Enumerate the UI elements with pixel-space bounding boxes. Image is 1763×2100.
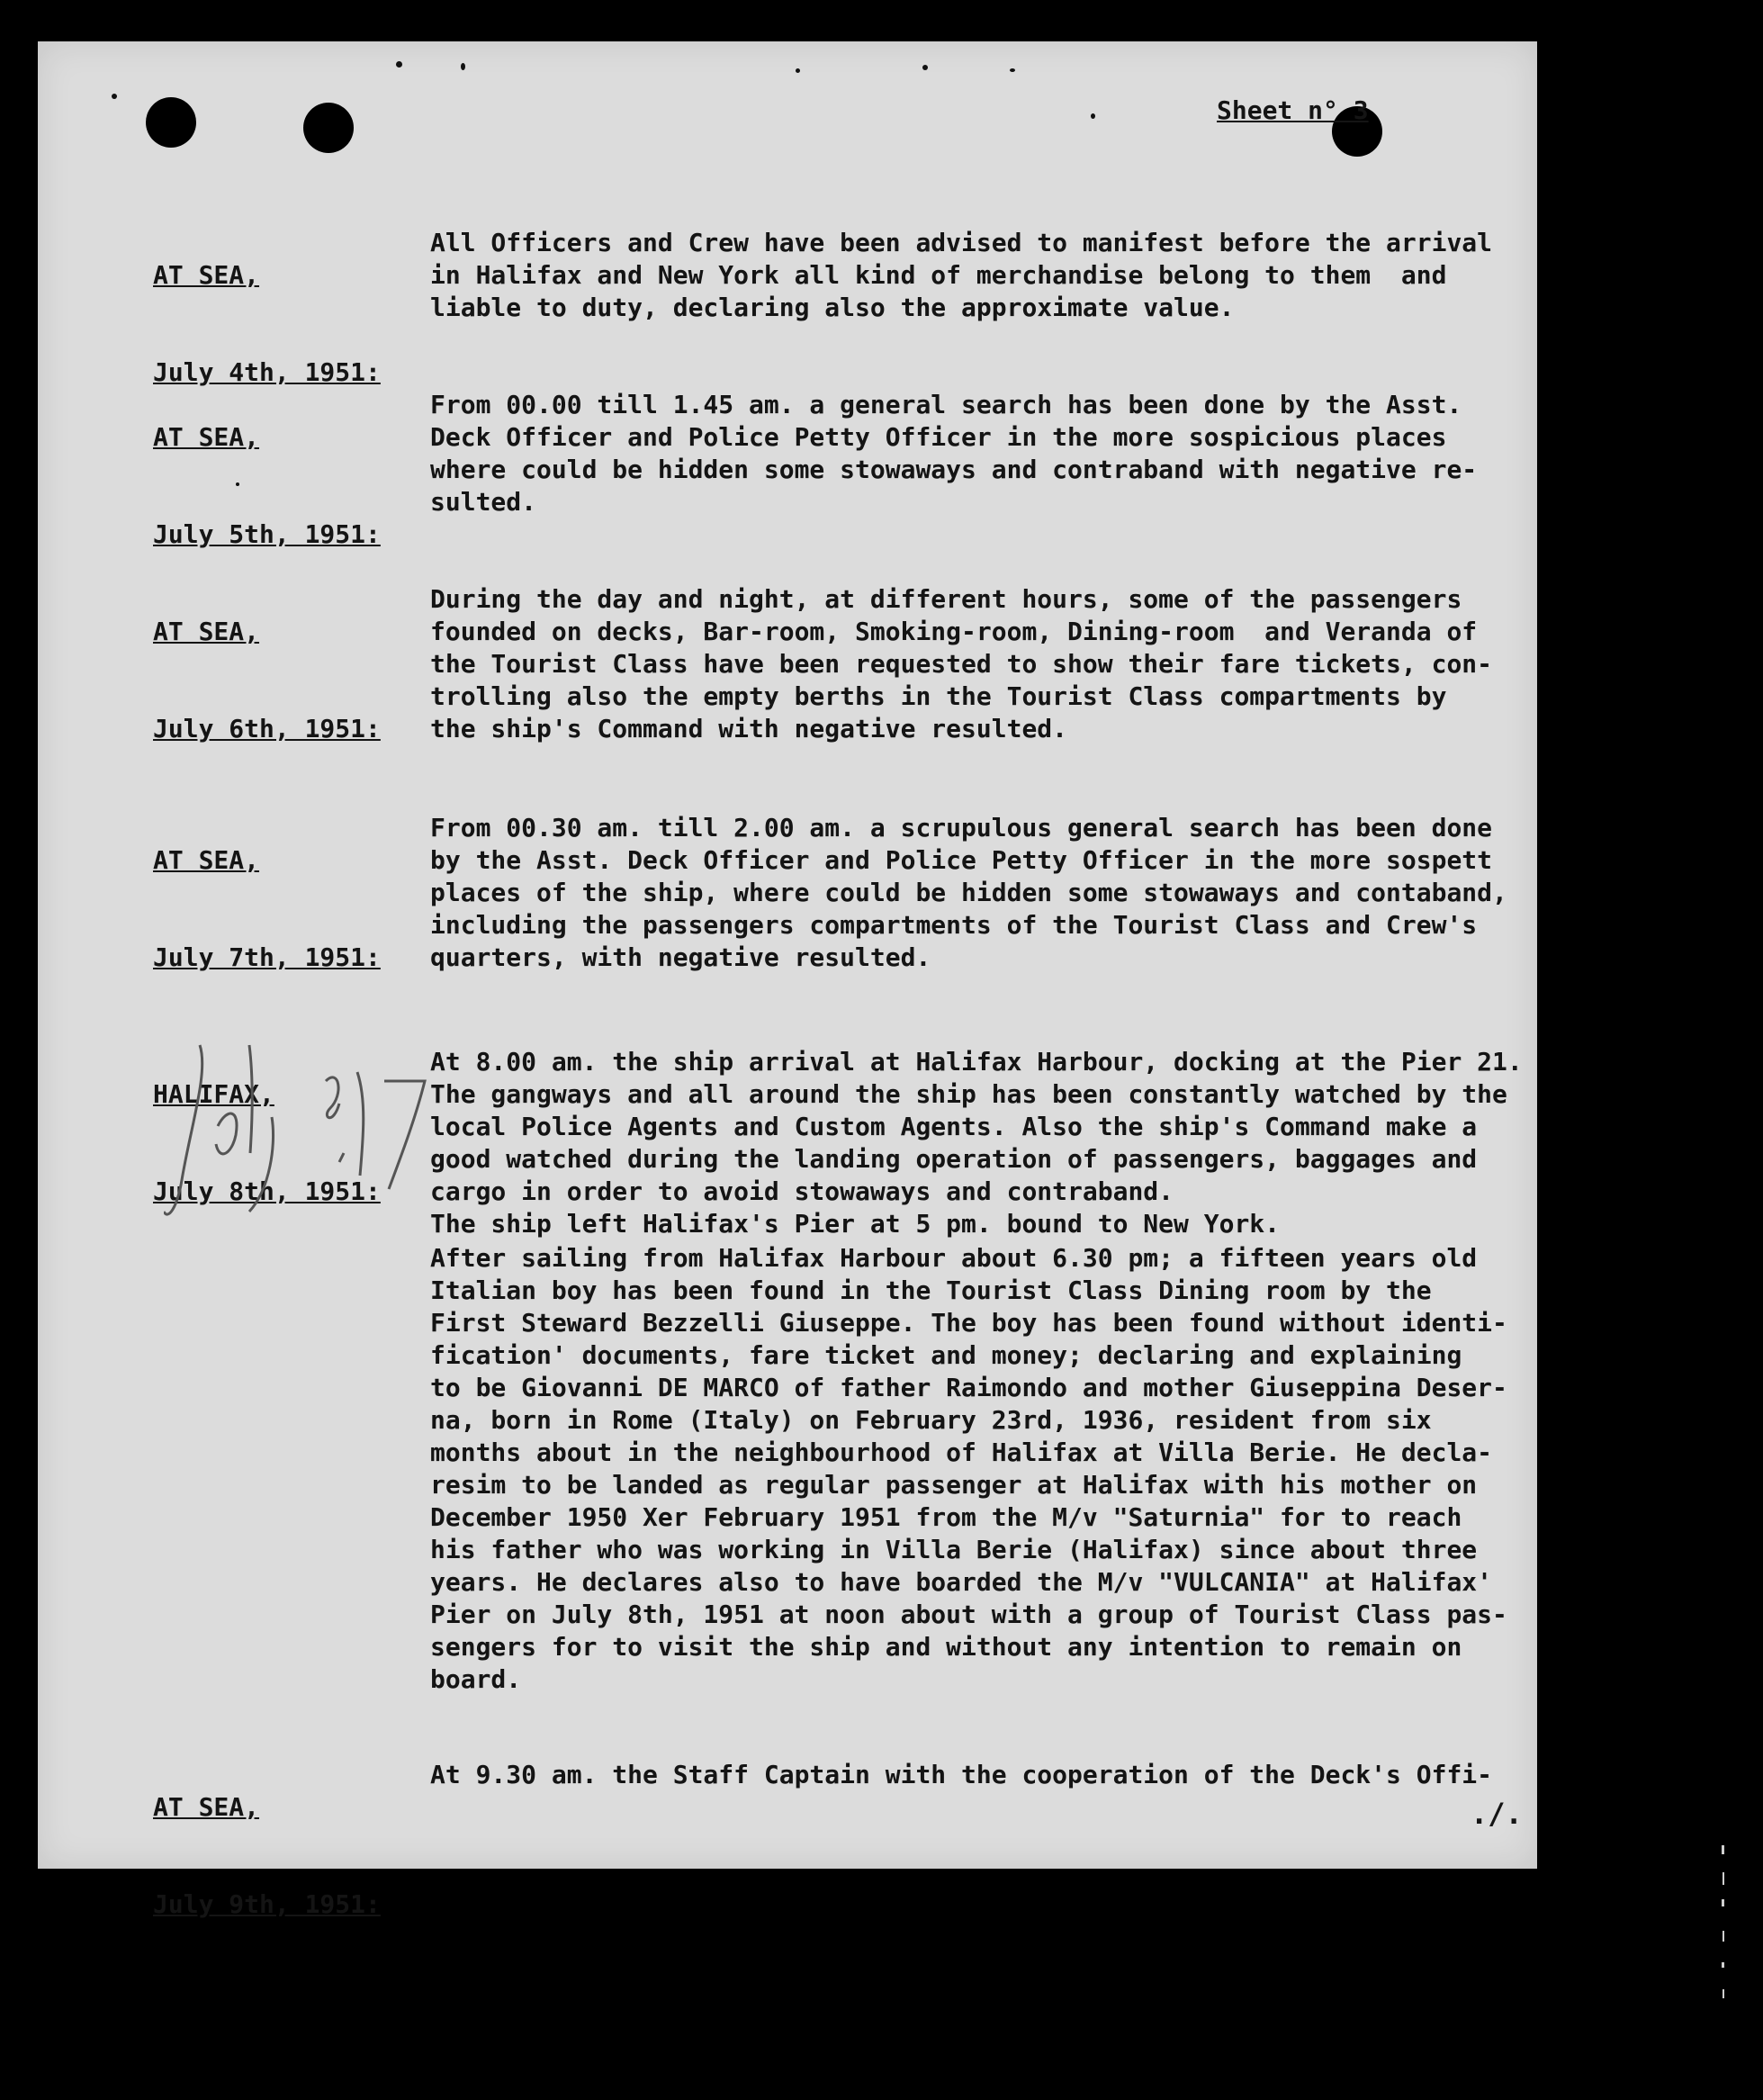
text-line: From 00.00 till 1.45 am. a general search has been done by the Asst. [430,390,1462,419]
entry-date: July 5th, 1951: [153,519,381,549]
text-line: quarters, with negative resulted. [430,942,931,972]
entry-text [430,389,1533,518]
text-line: fication' documents, fare ticket and money; declaring and explaining [430,1340,1462,1370]
text-line: cargo in order to avoid stowaways and contraband. [430,1176,1174,1206]
text-line: the Tourist Class have been requested to show their fare tickets, con- [430,649,1493,679]
entry-text [430,583,1533,745]
entry-text-continued [430,1242,1533,1696]
punch-hole-left [146,97,196,148]
text-line: After sailing from Halifax Harbour about 6.30 pm; a fifteen years old [430,1243,1478,1273]
text-line: board. [430,1664,522,1694]
text-line: months about in the neighbourhood of Halifax at Villa Berie. He decla- [430,1438,1493,1467]
text-line: sengers for to visit the ship and without any intention to remain on [430,1632,1462,1662]
punch-hole-center [303,103,354,153]
text-line: All Officers and Crew have been advised to manifest before the arrival [430,228,1493,257]
entry-label [153,551,381,810]
entry-place: AT SEA, [153,422,260,452]
entry-text [430,1759,1533,1791]
speck [461,63,465,70]
text-line: in Halifax and New York all kind of merchandise belong to them and [430,260,1447,290]
text-line: From 00.30 am. till 2.00 am. a scrupulous general search has been done [430,813,1493,843]
text-line: The gangways and all around the ship has been constantly watched by the [430,1079,1507,1109]
text-line: Deck Officer and Police Petty Officer in the more sospicious places [430,422,1447,452]
text-line: including the passengers compartments of the Tourist Class and Crew's [430,910,1478,940]
entry-date: July 9th, 1951: [153,1889,381,1919]
entry-label [153,1726,381,1986]
text-line: to be Giovanni DE MARCO of father Raimondo and mother Giuseppina Deser- [430,1373,1507,1402]
speck [1010,68,1015,72]
text-line: trolling also the empty berths in the Tourist Class compartments by [430,681,1447,711]
speck [796,68,800,73]
entry-place: AT SEA, [153,845,260,875]
text-line: founded on decks, Bar-room, Smoking-room, Dining-room and Veranda of [430,617,1478,646]
speck [1091,113,1095,119]
scan-artifact-marks [1714,1845,1732,2007]
sheet-number: Sheet n° 3 [1217,95,1369,125]
entry-date: July 8th, 1951: [153,1176,381,1206]
continuation-mark: ./. [1471,1797,1523,1831]
text-line: places of the ship, where could be hidden some stowaways and contaband, [430,878,1507,907]
document-sheet [38,41,1537,1919]
entry-place: AT SEA, [153,1792,260,1822]
text-line: At 9.30 am. the Staff Captain with the cooperation of the Deck's Offi- [430,1760,1493,1789]
text-line: local Police Agents and Custom Agents. Also the ship's Command make a [430,1112,1478,1141]
entry-label [153,780,381,1039]
entry-place: AT SEA, [153,617,260,646]
text-line: During the day and night, at different hours, some of the passengers [430,584,1462,614]
text-line: The ship left Halifax's Pier at 5 pm. bound to New York. [430,1209,1281,1239]
entry-text [430,1046,1533,1240]
entry-place: AT SEA, [153,260,260,290]
text-line: At 8.00 am. the ship arrival at Halifax Harbour, docking at the Pier 21. [430,1047,1523,1077]
speck [396,61,402,68]
text-line: where could be hidden some stowaways and contraband with negative re- [430,455,1478,484]
text-line: resim to be landed as regular passenger at Halifax with his mother on [430,1470,1478,1500]
entry-place: HALIFAX, [153,1079,274,1109]
entry-date: July 4th, 1951: [153,357,381,387]
entry-date: July 6th, 1951: [153,714,381,744]
entry-date: July 7th, 1951: [153,942,381,972]
text-line: years. He declares also to have boarded the M/v "VULCANIA" at Halifax' [430,1567,1493,1597]
text-line: na, born in Rome (Italy) on February 23rd, 1936, resident from six [430,1405,1432,1435]
text-line: sulted. [430,487,537,517]
text-line: liable to duty, declaring also the approximate value. [430,293,1235,322]
text-line: his father who was working in Villa Berie (Halifax) since about three [430,1535,1478,1564]
text-line: First Steward Bezzelli Giuseppe. The boy has been found without identi- [430,1308,1507,1338]
text-line: the ship's Command with negative resulted. [430,714,1068,744]
entry-text [430,812,1533,974]
text-line: Italian boy has been found in the Tourist Class Dining room by the [430,1275,1432,1305]
speck [112,94,117,99]
entry-text [430,227,1533,324]
text-line: Pier on July 8th, 1951 at noon about with a group of Tourist Class pas- [430,1600,1507,1629]
text-line: December 1950 Xer February 1951 from the M/v "Saturnia" for to reach [430,1502,1462,1532]
text-line: by the Asst. Deck Officer and Police Petty Officer in the more sospett [430,845,1493,875]
handwritten-annotation [164,1018,452,1234]
speck [922,65,928,70]
text-line: good watched during the landing operation of passengers, baggages and [430,1144,1478,1174]
